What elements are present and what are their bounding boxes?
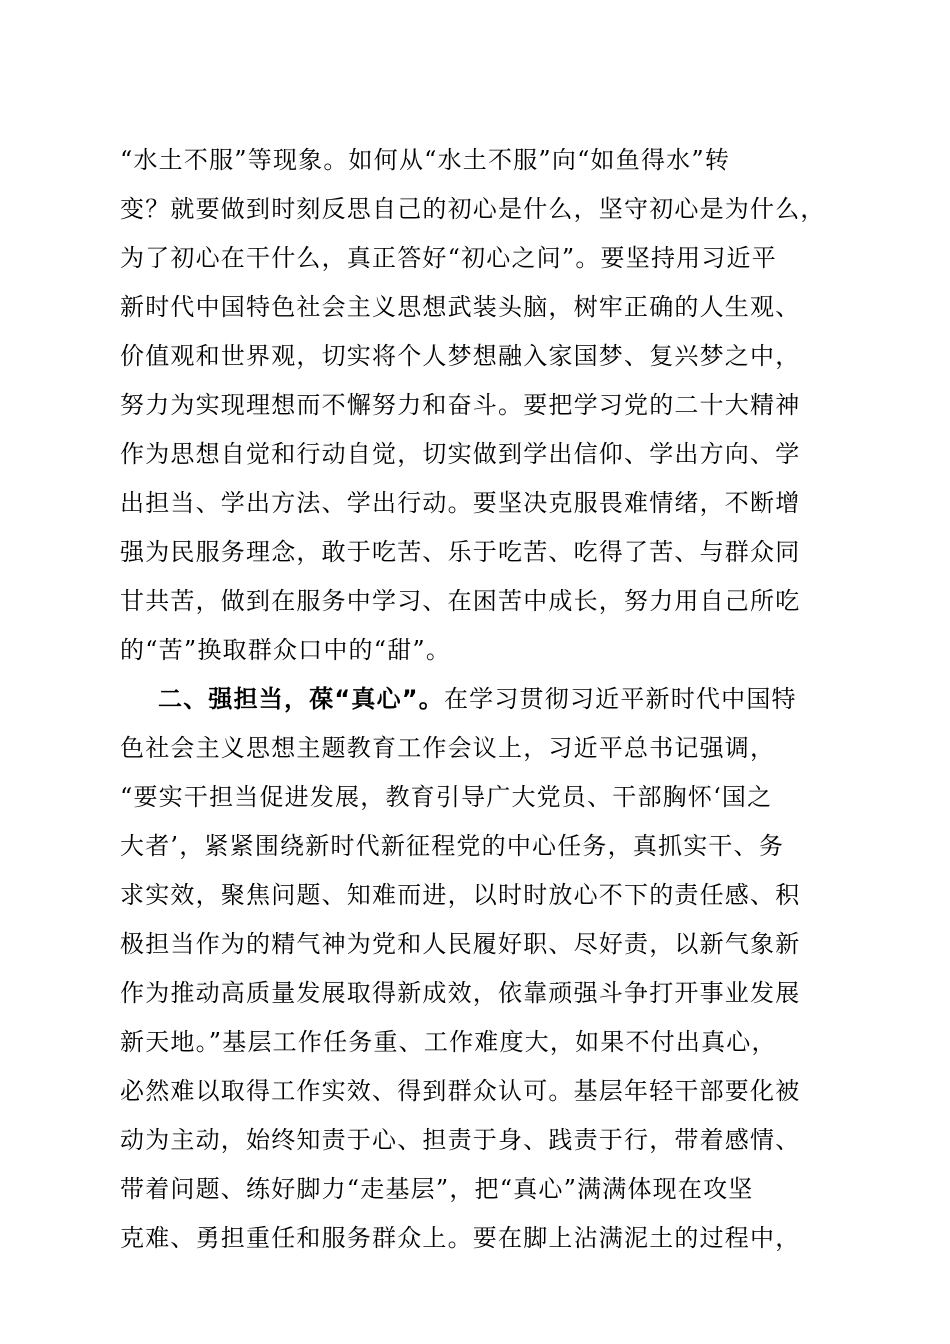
paragraph-first-line: [120, 675, 840, 724]
paragraph-line: “要实干担当促进发展，教育引导广大党员、干部胸怀‘国之: [120, 783, 773, 811]
paragraph-line-rest: 在学习贯彻习近平新时代中国特: [443, 685, 797, 713]
paragraph-line: 价值观和世界观，切实将个人梦想融入家国梦、复兴梦之中，: [120, 342, 801, 370]
paragraph-line: 出担当、学出方法、学出行动。要坚决克服畏难情绪，不断增: [120, 489, 801, 517]
paragraph-line: 甘共苦，做到在服务中学习、在困苦中成长，努力用自己所吃: [120, 587, 801, 615]
paragraph-line: 色社会主义思想主题教育工作会议上，习近平总书记强调，: [120, 734, 776, 762]
section-heading: 二、强担当，葆“真心”。: [158, 685, 444, 713]
paragraph-line: 变？就要做到时刻反思自己的初心是什么，坚守初心是为什么，: [120, 195, 826, 223]
paragraph-line: 新天地。”基层工作任务重、工作难度大，如果不付出真心，: [120, 1028, 777, 1056]
paragraph-line: 必然难以取得工作实效、得到群众认可。基层年轻干部要化被: [120, 1077, 801, 1105]
paragraph-line: 求实效，聚焦问题、知难而进，以时时放心不下的责任感、积: [120, 881, 801, 909]
paragraph-line: “水土不服”等现象。如何从“水土不服”向“如鱼得水”转: [120, 146, 731, 174]
paragraph-line: 大者’，紧紧围绕新时代新征程党的中心任务，真抓实干、务: [120, 832, 785, 860]
paragraph-line: 为了初心在干什么，真正答好“初心之问”。要坚持用习近平: [120, 244, 777, 272]
paragraph-line: 强为民服务理念，敢于吃苦、乐于吃苦、吃得了苦、与群众同: [120, 538, 801, 566]
paragraph-2: [120, 675, 840, 1263]
paragraph-line: 新时代中国特色社会主义思想武装头脑，树牢正确的人生观、: [120, 293, 801, 321]
paragraph-line: 动为主动，始终知责于心、担责于身、践责于行，带着感情、: [120, 1126, 801, 1154]
document-body: [120, 136, 840, 1263]
paragraph-line: 带着问题、练好脚力“走基层”，把“真心”满满体现在攻坚: [120, 1175, 754, 1203]
paragraph-1: [120, 136, 840, 675]
paragraph-line: 作为思想自觉和行动自觉，切实做到学出信仰、学出方向、学: [120, 440, 801, 468]
paragraph-line: 极担当作为的精气神为党和人民履好职、尽好责，以新气象新: [120, 930, 801, 958]
paragraph-line: 作为推动高质量发展取得新成效，依靠顽强斗争打开事业发展: [120, 979, 801, 1007]
paragraph-line: 努力为实现理想而不懈努力和奋斗。要把学习党的二十大精神: [120, 391, 801, 419]
paragraph-line: 的“苦”换取群众口中的“甜”。: [120, 636, 452, 664]
paragraph-line: 克难、勇担重任和服务群众上。要在脚上沾满泥土的过程中，: [120, 1224, 801, 1252]
